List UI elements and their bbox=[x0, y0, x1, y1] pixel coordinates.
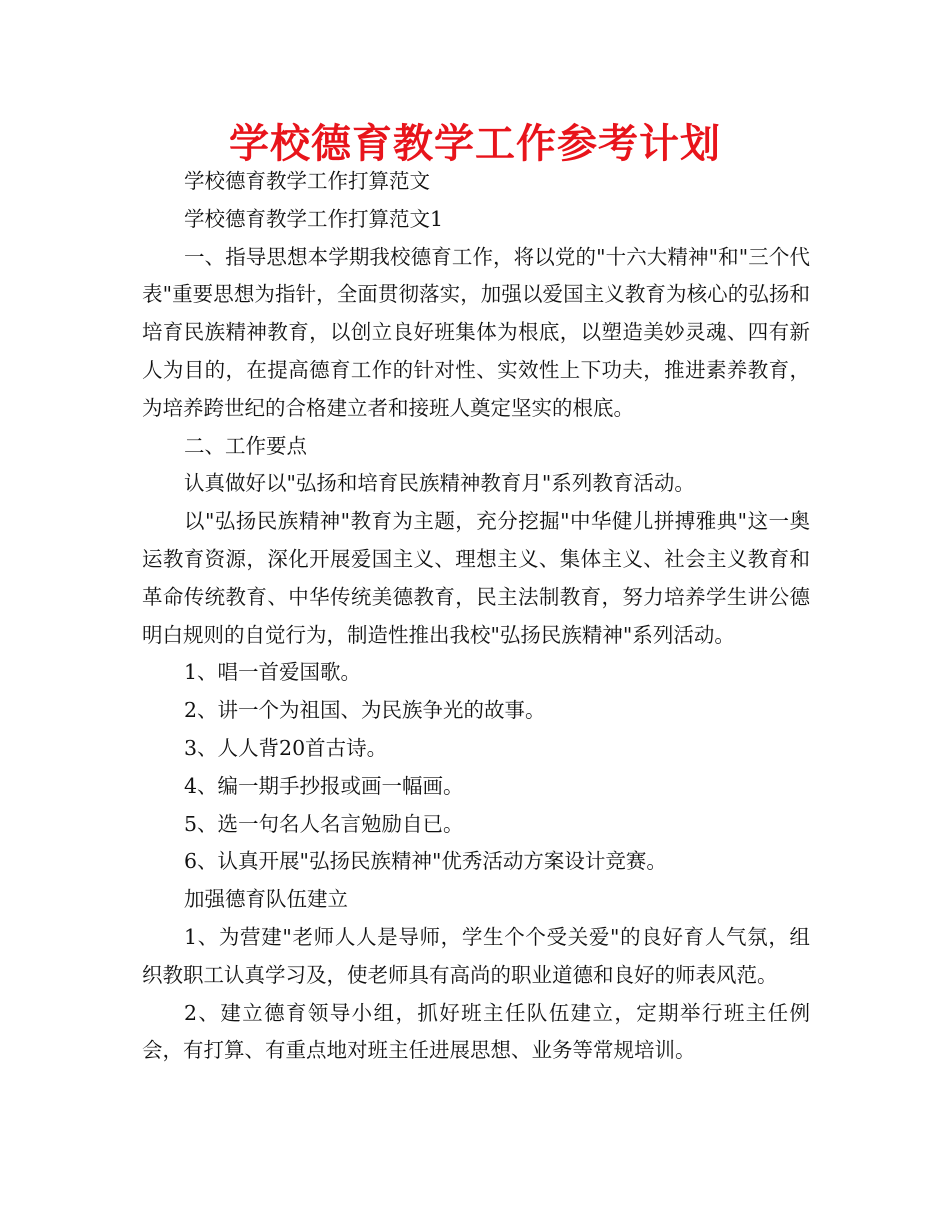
list-item: 1、唱一首爱国歌。 bbox=[184, 660, 362, 685]
document-body bbox=[142, 163, 810, 1070]
paragraph-team-item-1: 1、为营建"老师人人是导师，学生个个受关爱"的良好育人气氛，组织教职工认真学习及，使老师具有高尚的职业道德和良好的师表风范。 bbox=[142, 924, 810, 987]
paragraph-education-month: 认真做好以"弘扬和培育民族精神教育月"系列教育活动。 bbox=[184, 471, 695, 496]
paragraph-guiding-thought: 一、指导思想本学期我校德育工作，将以党的"十六大精神"和"三个代表"重要思想为指针，全面贯彻落实，加强以爱国主义教育为核心的弘扬和培育民族精神教育，以创立良好班集体为根底，以塑造美妙灵魂、四有新人为目的，在提高德育工作的针对性、实效性上下功夫，推进素养教育，为培养跨世纪的合格建立者和接班人奠定坚实的根底。 bbox=[142, 244, 810, 420]
list-item: 4、编一期手抄报或画一幅画。 bbox=[184, 773, 464, 798]
paragraph-section-heading: 学校德育教学工作打算范文1 bbox=[184, 206, 444, 231]
list-item: 6、认真开展"弘扬民族精神"优秀活动方案设计竞赛。 bbox=[184, 849, 667, 874]
paragraph-subtitle: 学校德育教学工作打算范文 bbox=[184, 169, 430, 193]
paragraph-team-item-2: 2、建立德育领导小组，抓好班主任队伍建立，定期举行班主任例会，有打算、有重点地对班主任进展思想、业务等常规培训。 bbox=[142, 1000, 810, 1063]
paragraph-work-points-heading: 二、工作要点 bbox=[184, 433, 307, 458]
paragraph-national-spirit: 以"弘扬民族精神"教育为主题，充分挖掘"中华健儿拼搏雅典"这一奥运教育资源，深化开展爱国主义、理想主义、集体主义、社会主义教育和革命传统教育、中华传统美德教育，民主法制教育，努力培养学生讲公德明白规则的自觉行为，制造性推出我校"弘扬民族精神"系列活动。 bbox=[142, 509, 810, 647]
document-title: 学校德育教学工作参考计划 bbox=[229, 120, 721, 167]
list-item: 3、人人背20首古诗。 bbox=[184, 735, 388, 760]
paragraph-team-building-heading: 加强德育队伍建立 bbox=[184, 887, 348, 912]
list-item: 5、选一句名人名言勉励自已。 bbox=[184, 811, 464, 836]
list-item: 2、讲一个为祖国、为民族争光的故事。 bbox=[184, 698, 546, 723]
